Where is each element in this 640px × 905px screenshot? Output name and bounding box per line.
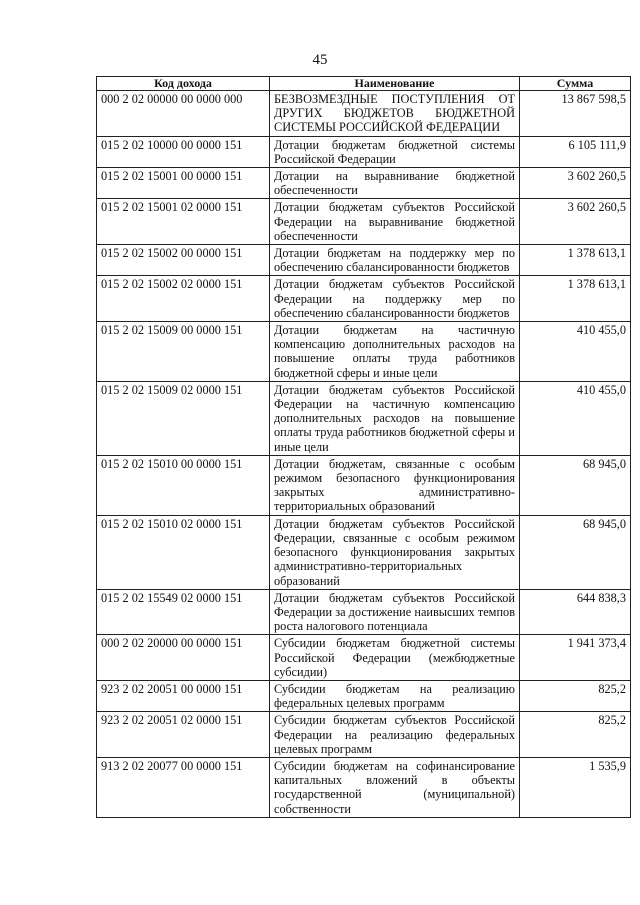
revenue-sum: 410 455,0: [520, 322, 631, 382]
revenue-name: Субсидии бюджетам на софинансирование капитальных вложений в объекты государственной (муниципальной) собственности: [270, 757, 520, 817]
revenue-code: 015 2 02 15001 00 0000 151: [97, 168, 270, 199]
header-sum: Сумма: [520, 77, 631, 91]
table-header-row: [97, 77, 631, 91]
table-row: [97, 276, 631, 322]
table-row: [97, 712, 631, 758]
revenue-sum: 1 378 613,1: [520, 276, 631, 322]
revenue-sum: 3 602 260,5: [520, 199, 631, 245]
revenue-code: 015 2 02 15009 00 0000 151: [97, 322, 270, 382]
revenue-code: 000 2 02 20000 00 0000 151: [97, 635, 270, 681]
revenue-sum: 410 455,0: [520, 381, 631, 455]
revenue-sum: 6 105 111,9: [520, 136, 631, 167]
revenue-code: 015 2 02 15001 02 0000 151: [97, 199, 270, 245]
revenue-name: Субсидии бюджетам бюджетной системы Российской Федерации (межбюджетные субсидии): [270, 635, 520, 681]
revenue-name: Субсидии бюджетам субъектов Российской Федерации на реализацию федеральных целевых программ: [270, 712, 520, 758]
revenue-sum: 68 945,0: [520, 455, 631, 515]
table-row: [97, 515, 631, 589]
revenue-sum: 1 535,9: [520, 757, 631, 817]
revenue-table: [96, 76, 631, 818]
table-row: [97, 635, 631, 681]
table-row: [97, 168, 631, 199]
revenue-name: Дотации бюджетам на поддержку мер по обеспечению сбалансированности бюджетов: [270, 245, 520, 276]
table-row: [97, 322, 631, 382]
revenue-sum: 825,2: [520, 680, 631, 711]
revenue-name: Дотации на выравнивание бюджетной обеспеченности: [270, 168, 520, 199]
revenue-sum: 68 945,0: [520, 515, 631, 589]
revenue-sum: 1 941 373,4: [520, 635, 631, 681]
revenue-code: 015 2 02 10000 00 0000 151: [97, 136, 270, 167]
revenue-name: Дотации бюджетам субъектов Российской Федерации на поддержку мер по обеспечению сбалансированности бюджетов: [270, 276, 520, 322]
revenue-code: 015 2 02 15010 02 0000 151: [97, 515, 270, 589]
revenue-sum: 3 602 260,5: [520, 168, 631, 199]
revenue-name: Субсидии бюджетам на реализацию федеральных целевых программ: [270, 680, 520, 711]
revenue-name: Дотации бюджетам субъектов Российской Федерации на выравнивание бюджетной обеспеченности: [270, 199, 520, 245]
revenue-code: 015 2 02 15549 02 0000 151: [97, 589, 270, 635]
revenue-name: Дотации бюджетам на частичную компенсацию дополнительных расходов на повышение оплаты труда работников бюджетной сферы и иные цели: [270, 322, 520, 382]
table-row: [97, 381, 631, 455]
revenue-code: 015 2 02 15002 02 0000 151: [97, 276, 270, 322]
revenue-name: Дотации бюджетам бюджетной системы Российской Федерации: [270, 136, 520, 167]
table-row: [97, 757, 631, 817]
table-row: [97, 199, 631, 245]
revenue-code: 913 2 02 20077 00 0000 151: [97, 757, 270, 817]
table-row: [97, 455, 631, 515]
revenue-code: 015 2 02 15010 00 0000 151: [97, 455, 270, 515]
page-number: 45: [312, 52, 328, 68]
revenue-code: 000 2 02 00000 00 0000 000: [97, 91, 270, 137]
revenue-name: Дотации бюджетам субъектов Российской Федерации на частичную компенсацию дополнительных расходов на повышение оплаты труда работников бюджетной сферы и иные цели: [270, 381, 520, 455]
revenue-code: 015 2 02 15009 02 0000 151: [97, 381, 270, 455]
revenue-sum: 825,2: [520, 712, 631, 758]
table-row: [97, 245, 631, 276]
revenue-code: 923 2 02 20051 02 0000 151: [97, 712, 270, 758]
revenue-sum: 13 867 598,5: [520, 91, 631, 137]
revenue-sum: 644 838,3: [520, 589, 631, 635]
revenue-sum: 1 378 613,1: [520, 245, 631, 276]
revenue-name: Дотации бюджетам субъектов Российской Федерации, связанные с особым режимом безопасного функционирования закрытых административно-территориальных образований: [270, 515, 520, 589]
header-code: Код дохода: [97, 77, 270, 91]
revenue-code: 015 2 02 15002 00 0000 151: [97, 245, 270, 276]
table-row: [97, 91, 631, 137]
table-row: [97, 136, 631, 167]
revenue-name: Дотации бюджетам, связанные с особым режимом безопасного функционирования закрытых административно-территориальных образований: [270, 455, 520, 515]
header-name: Наименование: [270, 77, 520, 91]
table-row: [97, 680, 631, 711]
table-row: [97, 589, 631, 635]
revenue-name: БЕЗВОЗМЕЗДНЫЕ ПОСТУПЛЕНИЯ ОТ ДРУГИХ БЮДЖЕТОВ БЮДЖЕТНОЙ СИСТЕМЫ РОССИЙСКОЙ ФЕДЕРАЦИИ: [270, 91, 520, 137]
revenue-code: 923 2 02 20051 00 0000 151: [97, 680, 270, 711]
revenue-name: Дотации бюджетам субъектов Российской Федерации за достижение наивысших темпов роста налогового потенциала: [270, 589, 520, 635]
